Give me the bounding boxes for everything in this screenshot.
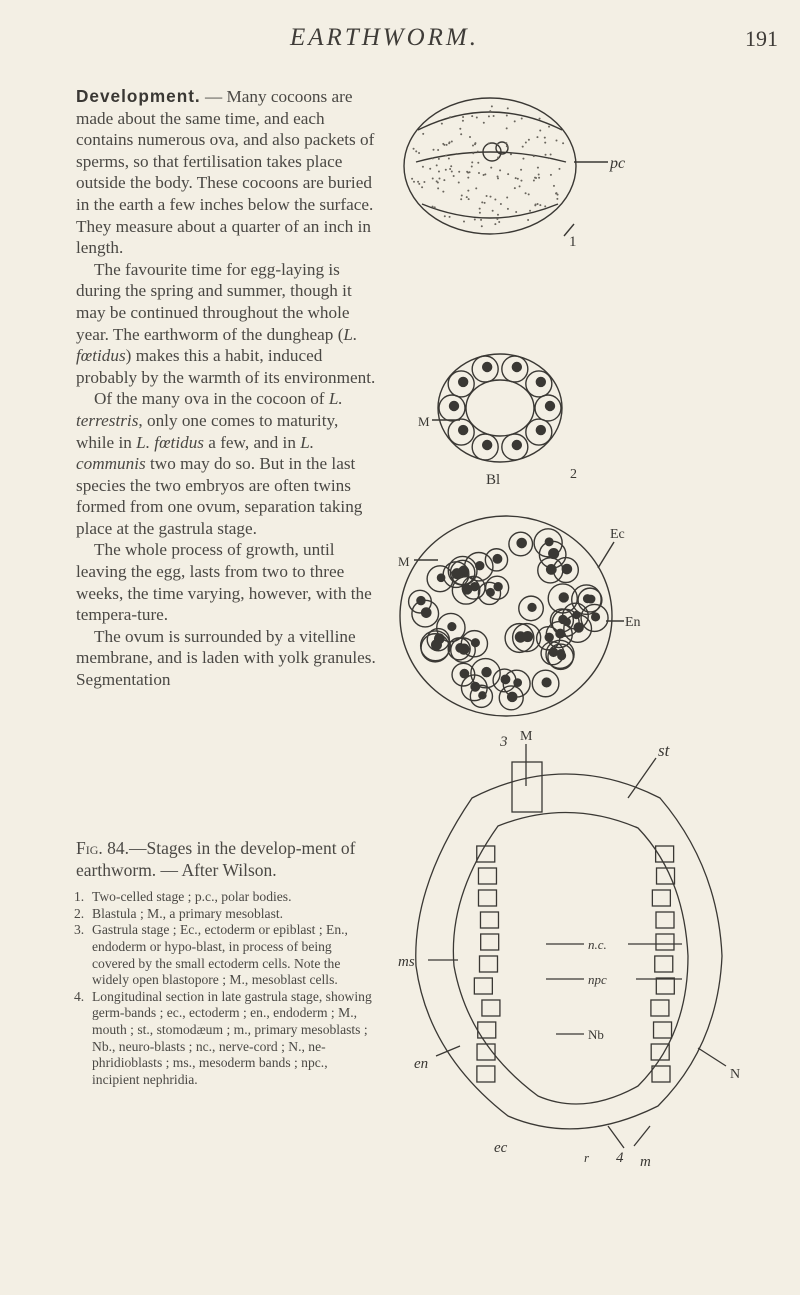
yolk-granule: [525, 192, 527, 194]
yolk-granule: [514, 187, 516, 189]
yolk-granule: [418, 152, 420, 154]
yolk-granule: [442, 143, 444, 145]
paragraph-ovum: The ovum is surrounded by a vitelline membrane, and is laden with yolk granules. Segmentation: [76, 626, 376, 690]
yolk-granule: [497, 214, 499, 216]
yolk-granule: [446, 144, 448, 146]
yolk-granule: [490, 167, 492, 169]
yolk-granule: [471, 115, 473, 117]
yolk-granule: [539, 130, 541, 132]
yolk-granule: [515, 211, 517, 213]
yolk-granule: [507, 173, 509, 175]
yolk-granule: [422, 166, 424, 168]
yolk-granule: [538, 177, 540, 179]
yolk-granule: [438, 158, 440, 160]
yolk-granule: [417, 181, 419, 183]
label-Nb: Nb: [588, 1027, 604, 1042]
yolk-granule: [529, 210, 531, 212]
yolk-granule: [556, 198, 558, 200]
caption-list: [76, 889, 378, 1088]
label-leader: [628, 758, 656, 798]
yolk-granule: [483, 122, 485, 124]
stomodaeum: [512, 762, 542, 812]
yolk-granule: [451, 171, 453, 173]
yolk-granule: [477, 162, 479, 164]
cell-nucleus: [536, 426, 545, 435]
cell-nucleus: [546, 402, 555, 411]
label-leader: [436, 1046, 460, 1056]
yolk-granule: [548, 157, 550, 159]
label-m: m: [640, 1154, 651, 1170]
yolk-granule: [444, 215, 446, 217]
yolk-granule: [445, 155, 447, 157]
yolk-granule: [434, 206, 436, 208]
yolk-granule: [506, 145, 508, 147]
cell-nucleus: [574, 623, 583, 632]
yolk-granule: [553, 185, 555, 187]
yolk-granule: [544, 142, 546, 144]
yolk-granule: [534, 177, 536, 179]
yolk-granule: [472, 145, 474, 147]
yolk-granule: [471, 161, 473, 163]
caption-item: 1. Two-celled stage ; p.c., polar bodies.: [74, 889, 292, 905]
yolk-granule: [496, 218, 498, 220]
yolk-granule: [556, 139, 558, 141]
yolk-granule: [539, 204, 541, 206]
germ-band-cell: [477, 846, 495, 862]
yolk-granule: [467, 172, 469, 174]
yolk-granule: [438, 170, 440, 172]
yolk-granule: [506, 127, 508, 129]
yolk-granule: [525, 142, 527, 144]
yolk-granule: [451, 140, 453, 142]
yolk-granule: [432, 206, 434, 208]
body-text: [76, 86, 378, 691]
figure-caption: [76, 838, 378, 1088]
yolk-granule: [422, 133, 424, 135]
yolk-granule: [463, 221, 465, 223]
cell-nucleus: [545, 633, 553, 641]
yolk-granule: [520, 180, 522, 182]
page-number: 191: [745, 26, 778, 51]
label-en: en: [414, 1056, 429, 1072]
paragraph-ova: Of the many ova in the cocoon of L. terrestris, only one comes to maturity, while in L. fœtidus a few, and in L. communis two may do so. But in the last species the two embryos are often twins formed from one ovum, separation taking place at the gastrula stage.: [76, 389, 363, 538]
yolk-granule: [519, 185, 521, 187]
yolk-granule: [505, 142, 507, 144]
yolk-granule: [476, 116, 478, 118]
germ-band-cell: [474, 978, 492, 994]
label-Bl: Bl: [486, 472, 501, 488]
upper-cell: [418, 112, 562, 130]
figure-plate: [388, 86, 788, 1286]
yolk-granule: [520, 169, 522, 171]
caption-item: 3. Gastrula stage ; Ec., ectoderm or epiblast ; En., endoderm or hypo-blast, in process of being covered by the small ectoderm cells. Note the widely open blastopore ; M., mesoblast cells.: [74, 922, 348, 988]
cell-nucleus: [545, 538, 553, 546]
yolk-granule: [467, 190, 469, 192]
germ-band-cell: [482, 1000, 500, 1016]
paragraph-growth: The whole process of growth, until leaving the egg, lasts from two to three weeks, the time varying, however, with the tempera-ture.: [76, 540, 372, 625]
yolk-granule: [449, 216, 451, 218]
cell-nucleus: [592, 613, 600, 621]
yolk-granule: [537, 203, 539, 205]
yolk-granule: [461, 194, 463, 196]
germ-band-cell: [656, 978, 674, 994]
germ-band-cell: [478, 890, 496, 906]
yolk-granule: [488, 115, 490, 117]
yolk-granule: [497, 177, 499, 179]
outer-ectoderm: [416, 774, 722, 1129]
figure-label: Fig. 84.: [76, 838, 130, 858]
germ-band-cell: [652, 1066, 670, 1082]
caption-text: —Stages in the develop-ment of earthworm. — After Wilson.: [76, 838, 356, 880]
cell-nucleus: [493, 555, 501, 563]
yolk-granule: [436, 164, 438, 166]
yolk-granule: [472, 152, 474, 154]
caption-title: [76, 838, 378, 881]
yolk-granule: [467, 177, 469, 179]
species-name: L. terrestris: [76, 389, 343, 430]
yolk-granule: [494, 198, 496, 200]
yolk-granule: [506, 114, 508, 116]
label-leader: [698, 1048, 726, 1066]
yolk-granule: [480, 219, 482, 221]
yolk-granule: [492, 210, 494, 212]
yolk-granule: [462, 116, 464, 118]
yolk-granule: [460, 133, 462, 135]
cell-nucleus: [450, 402, 459, 411]
label-st: st: [658, 741, 670, 760]
cell-nucleus: [536, 377, 545, 386]
germ-band-cell: [477, 1066, 495, 1082]
yolk-granule: [494, 223, 496, 225]
yolk-granule: [475, 187, 477, 189]
yolk-granule: [562, 142, 564, 144]
label-leader: [634, 1126, 650, 1146]
yolk-granule: [455, 153, 457, 155]
cell-nucleus: [542, 678, 551, 687]
yolk-granule: [490, 196, 492, 198]
germ-band-cell: [656, 912, 674, 928]
yolk-granule: [458, 181, 460, 183]
label-r: r: [584, 1150, 590, 1165]
yolk-granule: [533, 155, 535, 157]
paragraph-text: — Many cocoons are made about the same time, and each contains numerous ova, and also packets of sperms, so that fertilisation takes place outside the body. These cocoons are buried in the earth a few inches below the surface. They measure about a quarter of an inch in length.: [76, 87, 375, 258]
yolk-granule: [535, 203, 537, 205]
yolk-granule: [445, 169, 447, 171]
cell-nucleus: [479, 692, 486, 699]
yolk-granule: [522, 146, 524, 148]
cell-nucleus: [494, 583, 502, 591]
yolk-granule: [432, 157, 434, 159]
yolk-granule: [449, 168, 451, 170]
cell-nucleus: [459, 644, 469, 654]
germ-band-cell: [655, 956, 673, 972]
fig3-gastrula: [400, 516, 624, 716]
yolk-granule: [493, 115, 495, 117]
species-name: L. communis: [76, 432, 315, 474]
yolk-granule: [507, 208, 509, 210]
germ-band-cell: [481, 934, 499, 950]
caption-item: 4. Longitudinal section in late gastrula stage, showing germ-bands ; ec., ectoderm ; en., endoderm ; M., mouth ; st., stomodæum ; m., primary mesoblasts ; Nb., neuro-blasts ; nc., nerve-cord ; N., ne-phridioblasts ; ms., mesoderm bands ; npc., incipient nephridia.: [74, 988, 372, 1087]
yolk-granule: [453, 175, 455, 177]
label-fig1-number: 1: [569, 234, 577, 250]
cell-nucleus: [501, 675, 509, 683]
yolk-granule: [478, 172, 480, 174]
yolk-granule: [466, 196, 468, 198]
yolk-granule: [548, 126, 550, 128]
germ-band-cell: [652, 890, 670, 906]
yolk-granule: [517, 178, 519, 180]
cell-nucleus: [459, 426, 468, 435]
yolk-granule: [539, 118, 541, 120]
yolk-granule: [413, 148, 415, 150]
cell-nucleus: [559, 593, 568, 602]
yolk-granule: [429, 168, 431, 170]
label-fig4-number: 4: [616, 1150, 624, 1166]
species-name: L. fœtidus: [136, 432, 204, 452]
yolk-granule: [437, 182, 439, 184]
yolk-granule: [491, 105, 493, 107]
vitelline-membrane: [404, 98, 576, 234]
yolk-granule: [481, 201, 483, 203]
yolk-granule: [460, 198, 462, 200]
yolk-granule: [544, 137, 546, 139]
running-head: [0, 24, 800, 60]
cell-nucleus: [422, 608, 431, 617]
cell-nucleus: [476, 562, 484, 570]
yolk-granule: [479, 208, 481, 210]
yolk-granule: [555, 192, 557, 194]
yolk-granule: [515, 177, 517, 179]
yolk-granule: [550, 174, 552, 176]
yolk-granule: [423, 181, 425, 183]
figure-84-illustration: [388, 86, 788, 1286]
yolk-granule: [468, 198, 470, 200]
cell-nucleus: [483, 363, 492, 372]
yolk-granule: [545, 154, 547, 156]
yolk-granule: [458, 171, 460, 173]
yolk-granule: [471, 166, 473, 168]
blastocoel: [466, 380, 534, 436]
lower-cell: [422, 204, 558, 218]
label-Ec: Ec: [610, 527, 625, 542]
germ-band-cell: [651, 1000, 669, 1016]
germ-band-cell: [478, 868, 496, 884]
blastula-cells: [439, 356, 561, 460]
yolk-granule: [489, 110, 491, 112]
cell-nucleus: [512, 363, 521, 372]
yolk-granule: [499, 169, 501, 171]
label-En: En: [625, 615, 641, 630]
yolk-granule: [536, 136, 538, 138]
yolk-granule: [441, 123, 443, 125]
yolk-granule: [497, 157, 499, 159]
cell-nucleus: [460, 669, 468, 677]
cell-nucleus: [483, 440, 492, 449]
label-M: M: [520, 729, 533, 744]
yolk-granule: [484, 202, 486, 204]
yolk-granule: [469, 136, 471, 138]
yolk-granule: [537, 167, 539, 169]
label-ec: ec: [494, 1140, 508, 1156]
cell-nucleus: [459, 377, 468, 386]
yolk-granule: [449, 116, 451, 118]
yolk-granule: [484, 173, 486, 175]
yolk-granule: [438, 178, 440, 180]
yolk-granule: [450, 165, 452, 167]
yolk-granule: [522, 158, 524, 160]
yolk-granule: [433, 149, 435, 151]
cell-nucleus: [523, 632, 533, 642]
yolk-granule: [507, 107, 509, 109]
cell-nucleus: [517, 538, 526, 547]
yolk-granule: [462, 120, 464, 122]
yolk-granule: [527, 219, 529, 221]
yolk-granule: [528, 193, 530, 195]
yolk-granule: [479, 212, 481, 214]
cell-nucleus: [547, 565, 556, 574]
yolk-granule: [418, 183, 420, 185]
running-title: EARTHWORM.: [290, 24, 479, 51]
yolk-granule: [558, 168, 560, 170]
paragraph-egg-laying: The favourite time for egg-laying is during the spring and summer, though it may be continued throughout the whole year. The earthworm of the dungheap (L. fœtidus) makes this a habit, induced probably by the warmth of its environment.: [76, 259, 376, 387]
germ-band-cells: [474, 846, 674, 1082]
cell-nucleus: [528, 603, 536, 611]
yolk-granule: [411, 178, 413, 180]
label-pc: pc: [610, 155, 626, 172]
yolk-granule: [448, 157, 450, 159]
cell-nucleus: [448, 623, 456, 631]
label-npc: npc: [588, 972, 607, 987]
yolk-granule: [442, 191, 444, 193]
section-heading: Development.: [76, 86, 201, 106]
label-ms: ms: [398, 954, 415, 970]
cell-nucleus: [512, 440, 521, 449]
label-leader: [598, 542, 614, 568]
germ-band-cell: [480, 912, 498, 928]
yolk-granule: [500, 203, 502, 205]
cell-nucleus: [557, 650, 564, 657]
yolk-granule: [510, 153, 512, 155]
fig1-two-celled-stage: [404, 98, 608, 236]
yolk-granule: [437, 149, 439, 151]
label-leader: [608, 1126, 624, 1148]
yolk-granule: [496, 143, 498, 145]
label-N: N: [730, 1067, 741, 1082]
yolk-granule: [544, 205, 546, 207]
yolk-granule: [486, 195, 488, 197]
cell-nucleus: [562, 564, 571, 573]
cell-nucleus: [587, 595, 595, 603]
paragraph-development: [76, 86, 378, 259]
germ-band-cell: [657, 868, 675, 884]
yolk-granule: [421, 186, 423, 188]
yolk-granule: [498, 221, 500, 223]
germ-band-cell: [654, 1022, 672, 1038]
yolk-granule: [474, 142, 476, 144]
yolk-granule: [533, 179, 535, 181]
germ-band-cell: [479, 956, 497, 972]
yolk-granule: [432, 178, 434, 180]
gastrula-cells: [409, 529, 608, 710]
label-fig2-number: 2: [570, 467, 577, 482]
yolk-granule: [550, 153, 552, 155]
yolk-granule: [415, 150, 417, 152]
yolk-granule: [488, 143, 490, 145]
yolk-granule: [514, 120, 516, 122]
yolk-granule: [506, 196, 508, 198]
label-M: M: [418, 414, 430, 429]
yolk-granule: [448, 142, 450, 144]
germ-band-cell: [656, 934, 674, 950]
yolk-granule: [474, 219, 476, 221]
yolk-granule: [521, 118, 523, 120]
yolk-granule: [483, 174, 485, 176]
cell-nucleus: [482, 668, 491, 677]
yolk-granule: [538, 173, 540, 175]
yolk-granule: [477, 151, 479, 153]
yolk-granule: [497, 175, 499, 177]
yolk-granule: [481, 225, 483, 227]
cell-nucleus: [463, 585, 472, 594]
yolk-granule: [528, 139, 530, 141]
yolk-granule: [413, 181, 415, 183]
fig2-blastula: [432, 354, 562, 462]
label-M: M: [398, 554, 410, 569]
yolk-granule: [437, 187, 439, 189]
cell-nucleus: [433, 643, 440, 650]
yolk-granule: [443, 179, 445, 181]
species-name: L. fœtidus: [76, 324, 358, 366]
label-fig3-number: 3: [500, 734, 508, 750]
caption-item: 2. Blastula ; M., a primary mesoblast.: [74, 905, 284, 921]
label-nc: n.c.: [588, 937, 607, 952]
yolk-granule: [459, 128, 461, 130]
fig4-longitudinal-section: [416, 744, 726, 1148]
